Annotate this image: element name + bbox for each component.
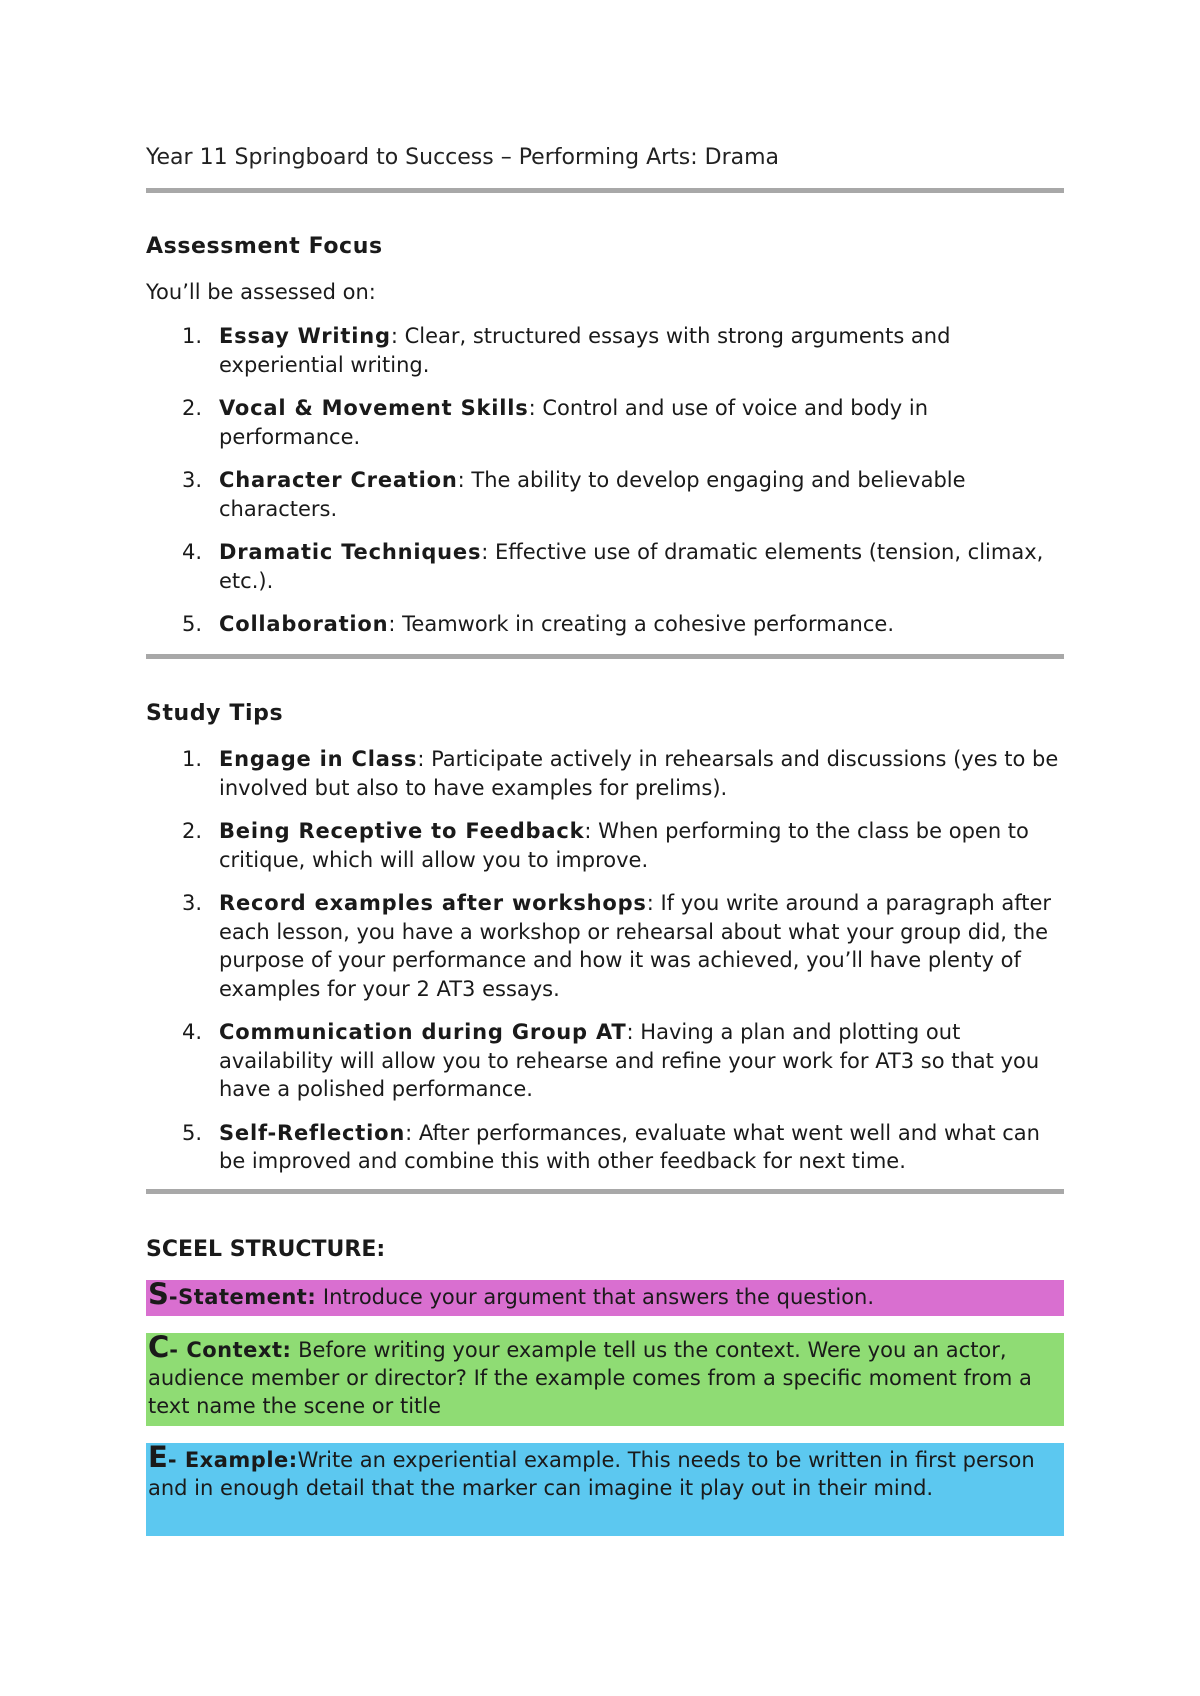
item-text: : Participate actively in rehearsals and discussions (yes to be involved but also to have examples for prelims). [219, 747, 1059, 800]
study-tips-heading: Study Tips [146, 701, 284, 726]
sceel-letter: S [148, 1277, 169, 1311]
item-number: 3. [182, 891, 203, 915]
list-item [146, 889, 1064, 1003]
item-text: : When performing to the class be open to critique, which will allow you to improve. [219, 819, 1029, 872]
sceel-text: Introduce your argument that answers the question. [316, 1285, 875, 1309]
sceel-label: - Context: [169, 1338, 292, 1362]
sceel-context-box [146, 1330, 1064, 1426]
item-text: : Control and use of voice and body in performance. [219, 396, 929, 449]
assessment-intro: You’ll be assessed on: [146, 280, 376, 304]
item-number: 5. [182, 612, 203, 636]
sceel-text: Before writing your example tell us the context. Were you an actor, audience member or director? If the example comes from a specific moment from a text name the scene or title [148, 1338, 1032, 1418]
item-text: : Teamwork in creating a cohesive performance. [388, 612, 895, 636]
assessment-heading: Assessment Focus [146, 234, 383, 259]
list-item [146, 1119, 1064, 1176]
sceel-label: - Example: [167, 1448, 298, 1472]
list-item [146, 610, 1064, 639]
sceel-heading: SCEEL STRUCTURE: [146, 1237, 386, 1262]
item-number: 4. [182, 540, 203, 564]
item-term: Engage in Class [219, 747, 418, 771]
item-text: : If you write around a paragraph after each lesson, you have a workshop or rehearsal about what your group did, the purpose of your performance and how it was achieved, you’ll have plenty of examples for your 2 AT3 essays. [219, 891, 1052, 1001]
assessment-list [146, 322, 1064, 654]
list-item [146, 1018, 1064, 1104]
sceel-example-box [146, 1440, 1064, 1536]
sceel-letter: C [148, 1330, 170, 1364]
item-term: Communication during Group AT [219, 1020, 627, 1044]
item-term: Essay Writing [219, 324, 391, 348]
divider [146, 188, 1064, 193]
item-text: : Having a plan and plotting out availability will allow you to rehearse and refine your work for AT3 so that you have a polished performance. [219, 1020, 1040, 1101]
sceel-text: Write an experiential example. This needs to be written in first person and in enough detail that the marker can imagine it play out in their mind. [148, 1448, 1035, 1500]
document-title: Year 11 Springboard to Success – Performing Arts: Drama [146, 145, 780, 170]
item-number: 5. [182, 1120, 203, 1145]
item-text: : The ability to develop engaging and believable characters. [219, 468, 966, 521]
item-term: Self-Reflection [219, 1120, 406, 1145]
item-text: : Effective use of dramatic elements (tension, climax, etc.). [219, 540, 1044, 593]
item-number: 1. [182, 324, 203, 348]
list-item [146, 745, 1064, 802]
item-term: Vocal & Movement Skills [219, 396, 529, 420]
item-term: Dramatic Techniques [219, 540, 482, 564]
sceel-label: -Statement: [168, 1285, 317, 1309]
list-item [146, 538, 1064, 595]
divider [146, 1189, 1064, 1194]
item-number: 2. [182, 396, 203, 420]
list-item [146, 394, 1064, 451]
item-term: Being Receptive to Feedback [219, 819, 585, 843]
list-item [146, 466, 1064, 523]
sceel-letter: E [148, 1440, 168, 1474]
item-text: : After performances, evaluate what went well and what can be improved and combine this with other feedback for next time. [219, 1120, 1040, 1173]
list-item [146, 322, 1064, 379]
item-number: 3. [182, 468, 203, 492]
list-item [146, 817, 1064, 874]
item-term: Collaboration [219, 612, 389, 636]
divider [146, 654, 1064, 659]
item-term: Character Creation [219, 468, 458, 492]
sceel-statement-box [146, 1277, 1064, 1316]
item-number: 1. [182, 747, 203, 771]
item-text: : Clear, structured essays with strong arguments and experiential writing. [219, 324, 951, 377]
item-term: Record examples after workshops [219, 891, 647, 915]
study-tips-list [146, 745, 1064, 1191]
item-number: 4. [182, 1020, 203, 1044]
item-number: 2. [182, 819, 203, 843]
